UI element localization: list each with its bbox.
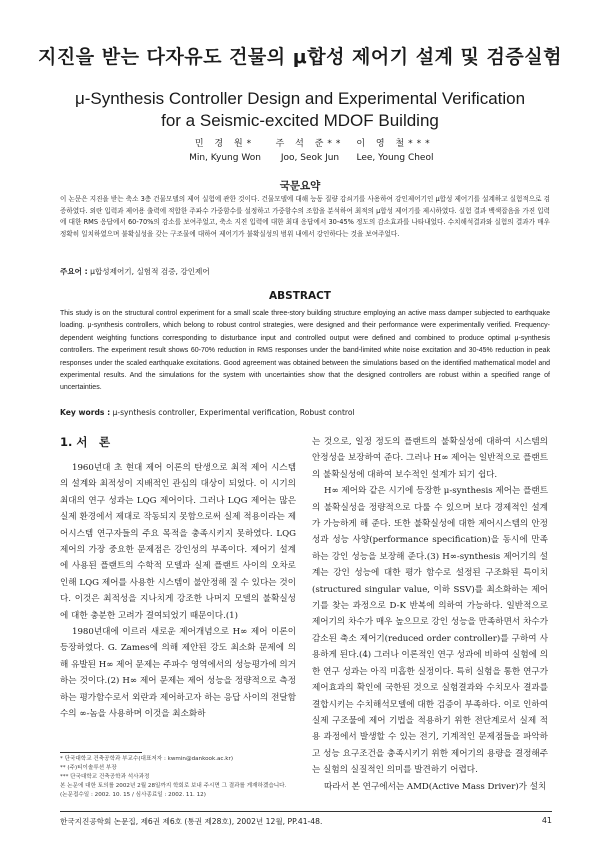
footnote-1: * 단국대학교 건축공학과 부교수(대표저자 : kwmin@dankook.ac.kr) xyxy=(60,756,234,762)
footnote-2: ** (주)티이솔루션 부장 xyxy=(60,765,117,771)
english-keywords-text: μ-synthesis controller, Experimental verification, Robust control xyxy=(112,408,355,417)
paper-title-english xyxy=(0,88,600,132)
english-keywords xyxy=(60,408,355,417)
right-column-paragraph-2: H∞ 제어와 같은 시기에 등장한 μ-synthesis 제어는 플랜트의 불확실성을 정량적으로 다룰 수 있으며 보다 경제적인 설계가 가능하게 해 준다. 또한 불확실성에 대한 제어시스템의 안정성과 성능 사양(performance specification)을 동시에 만족하는 강인 성능을 보장해 준다.(3) H∞-synthesis 제어기의 설계는 강인 성능에 대한 평가 함수로 설정된 구조화된 특이치(structured singular value, 이하 SSV)를 최소화하는 제어기를 찾는 과정으로 D-K 반복에 의하여 가능하다. 일반적으로 제어기의 차수가 매우 높으므로 강인 성능을 만족하면서 차수가 감소된 축소 제어기(reduced order controller)를 구하여 사용하게 된다.(4) 그러나 이론적인 연구 성과에 비하여 실험에 의한 연구 성과는 아직 미흡한 실정이다. 특히 실험을 통한 연구가 제어효과의 확인에 국한된 것으로 실험결과와 수치모사 결과를 결합시키는 수치해석모델에 대한 검증이 부족하다. 이로 인하여 실제 구조물에 제어 기법을 적용하기 위한 전단계로서 실제 적용 과정에서 발생할 수 있는 전기, 기계적인 문제점들을 파악하고 성능 요구조건을 충족시키기 위한 제어기의 용량을 결정해주는 실험의 실질적인 의미를 발견하기 어렵다. xyxy=(312,486,548,776)
journal-citation: 한국지진공학회 논문집, 제6권 제6호 (통권 제28호), 2002년 12월, PP.41-48. xyxy=(60,817,323,826)
author-2-english-name: Joo, Seok Jun xyxy=(280,153,340,163)
korean-keywords-text: μ합성제어기, 실험적 검증, 강인제어 xyxy=(90,267,210,276)
page-footer-rule xyxy=(60,811,552,812)
author-3-english-name: Lee, Young Cheol xyxy=(356,153,434,163)
left-column-paragraph-2: 1980년대에 이르러 새로운 제어개념으로 H∞ 제어 이론이 등장하였다. G. Zames에 의해 제안된 강도 최소화 문제에 의해 유발된 H∞ 제어 문제는 주파수 영역에서의 성능평가에 의거하는 것이다.(2) H∞ 제어 문제는 제어 성능을 정량적으로 측정하는 평가함수로서 외란과 제어하고자 하는 응답 사이의 전달함수의 ∞-놈을 사용하며 이것을 최소화하 xyxy=(60,627,296,720)
english-keywords-label: Key words : xyxy=(60,408,111,417)
left-column-paragraph-1: 1960년대 초 현대 제어 이론의 탄생으로 최적 제어 시스템의 설계와 최적성이 지배적인 관심의 대상이 되었다. 이 시기의 최대의 연구 성과는 LQG 제어이다. 그러나 LQG 제어는 많은 실제 환경에서 제대로 작동되지 못함으로써 실제 적용이라는 제어시스템 연구자들의 주요 목적을 충족시키지 못하였다. LQG 제어의 가장 중요한 문제점은 강인성의 부족이다. 제어기 설계에 사용된 플랜트의 수학적 모델과 실제 플랜트 사이의 오차로 인해 LQG 제어를 사용한 시스템이 불안정해 질 수 있다는 것이다. 이것은 최적성을 지나치게 강조한 나머지 모델의 불확실성에 대한 충분한 고려가 결여되었기 때문이다.(1) xyxy=(60,463,296,621)
author-2-korean-name: 주 석 준** xyxy=(275,139,345,149)
title-english-line-2: for a Seismic-excited MDOF Building xyxy=(161,111,439,130)
footnote-4: 본 논문에 대한 토의를 2002년 2월 28일까지 학회로 보내 주시면 그 결과를 게재하겠습니다. (논문접수일 : 2002. 10. 15 / 심사종료일 : 2002. 11. 12) xyxy=(60,783,298,798)
right-column-paragraph-3: 따라서 본 연구에서는 AMD(Active Mass Driver)가 설치 xyxy=(324,781,547,792)
author-1-english-name: Min, Kyung Won xyxy=(189,153,261,163)
korean-abstract-heading: 국문요약 xyxy=(279,180,321,192)
section-1-title: 1. 서 론 xyxy=(60,435,111,449)
english-abstract-heading: ABSTRACT xyxy=(269,290,331,302)
footnote-divider xyxy=(60,752,142,753)
author-1-korean-name: 민 경 원* xyxy=(194,139,256,149)
english-abstract-body: This study is on the structural control experiment for a small scale three-story building structure employing an active mass damper subjected to earthquake loading. μ-synthesis controllers, which belong to robust control strategies, were designed and their performance were experimentally verified. Frequency-dependent weighting functions corresponding to disturbance input and controlled output were defined and combined to produce optimal μ-synthesis controllers. The experiment result shows 60-70% reduction in RMS responses under the band-limited white noise excitation and 30-45% reduction in peak responses under the scaled earthquake excitations. Good agreement was obtained between the simulations based on the identified mathematical model and experimental results. And the simulations for the system with uncertainties show that the designed controllers are robust within a specified range of uncertainties. xyxy=(60,310,550,392)
footnote-3: *** 단국대학교 건축공학과 석사과정 xyxy=(60,774,150,780)
author-3-korean-name: 이 영 철*** xyxy=(356,139,434,149)
right-column-paragraph-1: 는 것으로, 일정 정도의 플랜트의 불확실성에 대하여 시스템의 안정성을 보장하여 준다. 그러나 H∞ 제어는 일반적으로 플랜트의 불확실성에 대하여 보수적인 설계가 되기 쉽다. xyxy=(312,437,548,480)
korean-keywords-label: 주요어 : xyxy=(60,267,88,276)
footnotes xyxy=(60,755,296,800)
author-3 xyxy=(335,137,455,165)
page-number: 41 xyxy=(541,816,552,825)
left-column xyxy=(60,460,296,723)
korean-abstract-body: 이 논문은 지진을 받는 축소 3층 건물모델의 제어 실험에 관한 것이다. 건물모델에 대해 능동 질량 감쇠기를 사용하여 강인제어기인 μ합성 제어기를 설계하고 실험적으로 검증하였다. 외란 입력과 제어용 출력에 적합한 주파수 가중함수를 설정하고 가중함수의 조합을 분석하여 최적의 μ합성 제어기를 제시하였다. 실험 결과 백색잡음을 가진 입력에 대한 RMS 응답에서 60-70%의 감소를 보여주었고, 축소 지진 입력에 대한 최대 응답에서 30-45% 정도의 감소효과를 나타내었다. 수치해석결과와 실험의 결과가 매우 정확히 일치하였으며 불확실성을 갖는 구조물에 대하여 제어기가 불확실성의 범위 내에서 강인하다는 것을 보여주었다. xyxy=(60,195,550,238)
title-english-line-1: μ-Synthesis Controller Design and Experimental Verification xyxy=(74,89,526,108)
korean-keywords xyxy=(60,266,210,277)
paper-title-korean: 지진을 받는 다자유도 건물의 μ합성 제어기 설계 및 검증실험 xyxy=(38,46,562,68)
right-column xyxy=(312,434,548,795)
